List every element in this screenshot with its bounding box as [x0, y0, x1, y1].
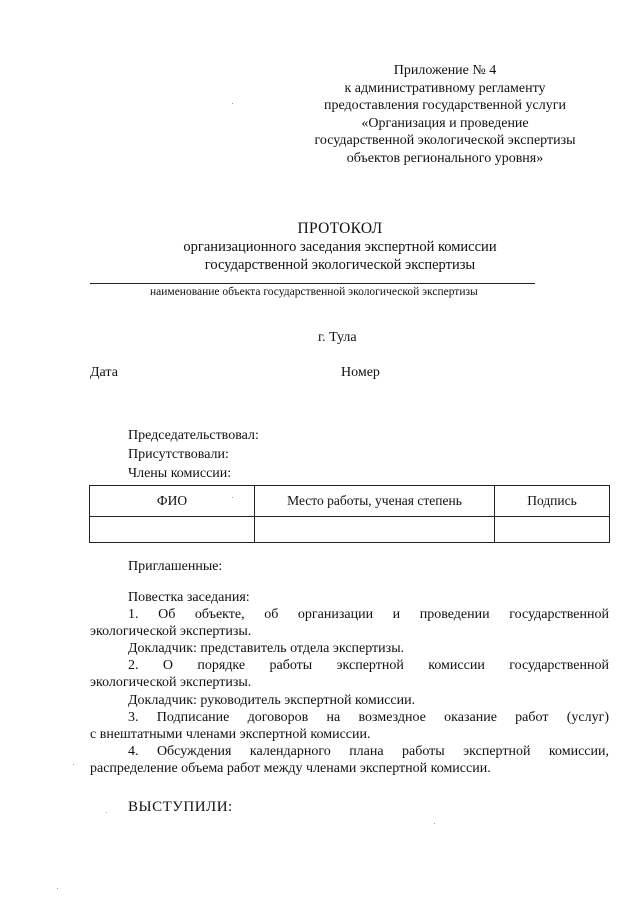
appendix-block	[300, 62, 590, 168]
protocol-title: ПРОТОКОЛ	[297, 220, 383, 237]
members-label: Члены комиссии:	[128, 466, 232, 481]
agenda-heading: Повестка заседания:	[128, 590, 250, 605]
members-table	[89, 485, 610, 543]
agenda-item-1: 1. Об объекте, об организации и проведении государственной	[128, 607, 609, 623]
date-label: Дата	[90, 365, 118, 380]
agenda-item-2: 2. О порядке работы экспертной комиссии государственной	[128, 658, 609, 674]
object-name-caption: наименование объекта государственной экологической экспертизы	[150, 286, 478, 298]
appendix-line: к административному регламенту	[344, 80, 546, 96]
scan-speck	[232, 103, 233, 104]
table-header-signature: Подпись	[495, 486, 610, 517]
protocol-title-block	[90, 220, 590, 274]
scan-speck	[73, 764, 74, 765]
attendance-block	[128, 426, 259, 483]
table-header-row	[90, 486, 610, 517]
agenda-item-3-cont: с внештатными членами экспертной комиссии.	[90, 726, 371, 742]
appendix-line: государственной экологической экспертизы	[314, 133, 576, 149]
table-row	[90, 517, 610, 543]
agenda-item-1-cont: экологической экспертизы.	[90, 624, 252, 640]
invited-label: Приглашенные:	[128, 559, 223, 574]
scan-speck	[57, 888, 58, 889]
table-cell	[495, 517, 610, 543]
agenda-item-2-cont: экологической экспертизы.	[90, 675, 252, 691]
scan-speck	[434, 823, 435, 824]
spoke-heading: ВЫСТУПИЛИ:	[128, 799, 233, 815]
agenda-item-4-cont: распределение объема работ между членами экспертной комиссии.	[90, 760, 491, 776]
agenda-item-4: 4. Обсуждения календарного плана работы экспертной комиссии,	[128, 743, 609, 759]
table-header-workplace: Место работы, ученая степень	[255, 486, 495, 517]
appendix-line: Приложение № 4	[393, 63, 497, 78]
agenda-block	[90, 589, 609, 777]
table-cell	[255, 517, 495, 543]
appendix-line: объектов регионального уровня»	[346, 150, 544, 166]
protocol-subtitle: государственной экологической экспертизы	[204, 257, 476, 273]
protocol-subtitle: организационного заседания экспертной комиссии	[183, 239, 497, 255]
object-name-line	[90, 283, 535, 284]
appendix-line: предоставления государственной услуги	[324, 98, 566, 114]
appendix-line: «Организация и проведение	[361, 115, 529, 131]
table-header-name: ФИО	[90, 486, 255, 517]
agenda-item-1-speaker: Докладчик: представитель отдела экспертизы.	[128, 641, 405, 657]
agenda-item-2-speaker: Докладчик: руководитель экспертной комиссии.	[128, 692, 416, 708]
place-label: г. Тула	[318, 330, 357, 345]
chaired-label: Председательствовал:	[128, 428, 259, 443]
scan-speck	[232, 497, 233, 498]
number-label: Номер	[341, 365, 380, 380]
scan-speck	[106, 812, 107, 813]
present-label: Присутствовали:	[128, 447, 229, 462]
table-cell	[90, 517, 255, 543]
agenda-item-3: 3. Подписание договоров на возмездное оказание работ (услуг)	[128, 709, 609, 725]
